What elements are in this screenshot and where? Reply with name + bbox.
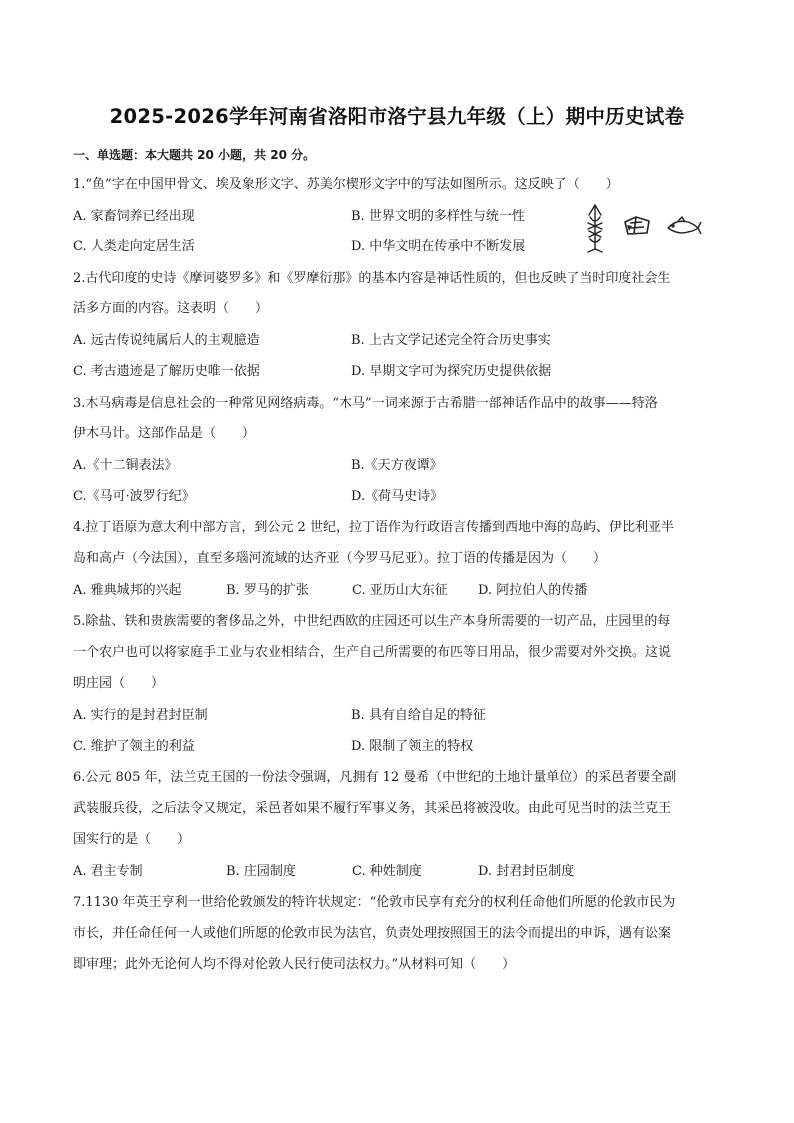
question-5-line-1: 5.除盐、铁和贵族需要的奢侈品之外，中世纪西欧的庄园还可以生产本身所需要的一切产品，庄园里的每 (73, 614, 671, 629)
question-5-option-d: D. 限制了领主的特权 (351, 739, 474, 754)
question-2-line-1: 2.古代印度的史诗《摩诃婆罗多》和《罗摩衍那》的基本内容是神话性质的，但也反映了当时印度社会生 (73, 271, 671, 286)
question-7-line-2: 市长，并任命任何一人或他们所愿的伦敦市民为法官，负责处理按照国王的法令而提出的申诉，遇有讼案 (73, 926, 672, 941)
question-1-option-b: B. 世界文明的多样性与统一性 (351, 209, 525, 224)
question-2-option-d: D. 早期文字可为探究历史提供依据 (351, 364, 552, 379)
question-5-option-a: A. 实行的是封君封臣制 (73, 708, 208, 723)
question-1-line-1: 1.“鱼”字在中国甲骨文、埃及象形文字、苏美尔楔形文字中的写法如图所示。这反映了（ ） (73, 177, 619, 192)
question-5-line-2: 一个农户也可以将家庭手工业与农业相结合，生产自己所需要的布匹等日用品，很少需要对外交换。这说 (73, 645, 672, 660)
question-3-option-d: D.《荷马史诗》 (351, 489, 444, 504)
question-3-option-c: C.《马可·波罗行纪》 (73, 489, 195, 504)
question-1-option-d: D. 中华文明在传承中不断发展 (351, 239, 526, 254)
question-5-line-3: 明庄园（ ） (73, 676, 165, 691)
question-3-option-b: B.《天方夜谭》 (351, 458, 443, 473)
question-6-option-c: C. 种姓制度 (352, 864, 422, 879)
question-4-option-b: B. 罗马的扩张 (226, 583, 309, 598)
question-4-option-d: D. 阿拉伯人的传播 (478, 583, 588, 598)
section-heading: 一、单选题：本大题共 20 小题，共 20 分。 (73, 148, 316, 162)
question-5-option-c: C. 维护了领主的利益 (73, 739, 195, 754)
question-7-line-3: 即审理；此外无论何人均不得对伦敦人民行使司法权力。”从材料可知（ ） (73, 957, 516, 972)
question-6-option-a: A. 君主专制 (73, 864, 143, 879)
question-1-option-c: C. 人类走向定居生活 (73, 239, 195, 254)
question-2-line-2: 活多方面的内容。这表明（ ） (73, 301, 269, 316)
oracle-bone-fish-glyph (584, 203, 606, 253)
question-6-line-1: 6.公元 805 年，法兰克王国的一份法令强调，凡拥有 12 曼希（中世纪的土地计量单位）的采邑者要全副 (73, 770, 677, 785)
question-3-option-a: A.《十二铜表法》 (73, 458, 178, 473)
question-6-option-d: D. 封君封臣制度 (478, 864, 575, 879)
question-2-option-c: C. 考古遗迹是了解历史唯一依据 (73, 364, 260, 379)
question-7-line-1: 7.1130 年英王亨利一世给伦敦颁发的特许状规定：“伦敦市民享有充分的权利任命他们所愿的伦敦市民为 (73, 895, 676, 910)
question-6-line-2: 武装服兵役，之后法令又规定，采邑者如果不履行军事义务，其采邑将被没收。由此可见当时的法兰克王 (73, 801, 672, 816)
cuneiform-fish-glyph (622, 214, 652, 238)
question-4-line-2: 岛和高卢（今法国），直至多瑙河流域的达齐亚（今罗马尼亚）。拉丁语的传播是因为（ ） (73, 551, 607, 566)
question-1-option-a: A. 家畜饲养已经出现 (73, 209, 195, 224)
question-6-option-b: B. 庄园制度 (226, 864, 296, 879)
hieroglyph-fish-glyph (666, 216, 702, 238)
question-5-option-b: B. 具有自给自足的特征 (351, 708, 486, 723)
question-6-line-3: 国实行的是（ ） (73, 832, 191, 847)
question-4-option-a: A. 雅典城邦的兴起 (73, 583, 182, 598)
question-2-option-b: B. 上古文学记述完全符合历史事实 (351, 333, 551, 348)
question-2-option-a: A. 远古传说纯属后人的主观臆造 (73, 333, 260, 348)
question-4-line-1: 4.拉丁语原为意大利中部方言，到公元 2 世纪，拉丁语作为行政语言传播到西地中海的岛屿、伊比利亚半 (73, 520, 674, 535)
question-3-line-1: 3.木马病毒是信息社会的一种常见网络病毒。“木马”一词来源于古希腊一部神话作品中的故事——特洛 (73, 396, 658, 411)
question-4-option-c: C. 亚历山大东征 (352, 583, 448, 598)
question-3-line-2: 伊木马计。这部作品是（ ） (73, 426, 256, 441)
exam-title: 2025-2026学年河南省洛阳市洛宁县九年级（上）期中历史试卷 (109, 105, 685, 128)
